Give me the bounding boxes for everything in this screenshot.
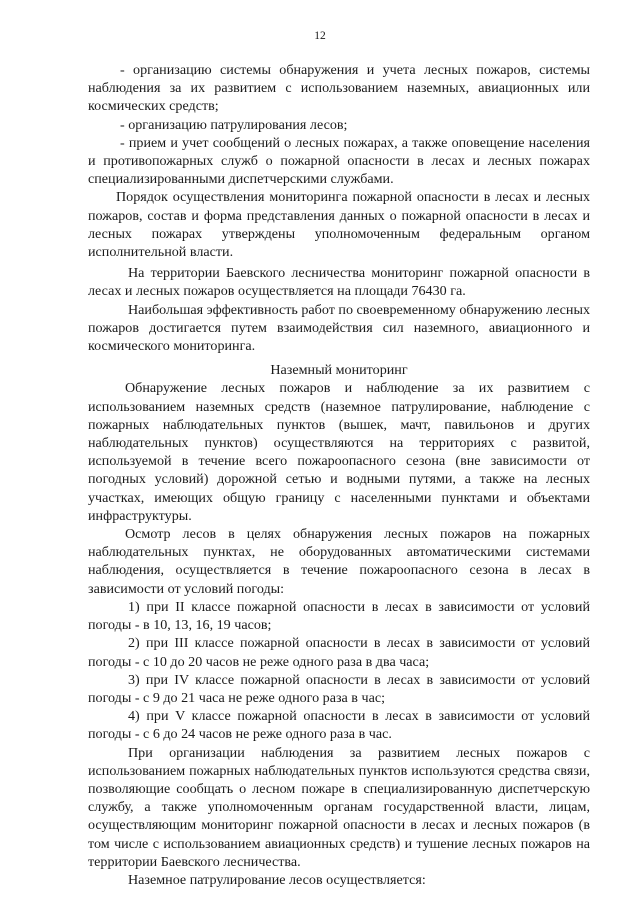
paragraph: Наибольшая эффективность работ по своевременному обнаружению лесных пожаров достигается путем взаимодействия сил наземного, авиационного и космического мониторинга. (88, 301, 590, 355)
paragraph: - организацию системы обнаружения и учета лесных пожаров, системы наблюдения за их развитием с использованием наземных, авиационных или космических средств; (88, 62, 590, 115)
paragraph: Наземное патрулирование лесов осуществляется: (128, 871, 426, 888)
list-item: 1) при II классе пожарной опасности в лесах в зависимости от условий погоды - в 10, 13, 16, 19 часов; (88, 598, 590, 634)
paragraph: Обнаружение лесных пожаров и наблюдение за их развитием с использованием наземных средств (наземное патрулирование, наблюдение с пожарных наблюдательных пунктов (вышек, мачт, павильонов и других наблюдательных пунктов) осуществляются на территориях с развитой, используемой в течение всего пожароопасного сезона (вне зависимости от погодных условий) дорожной сетью и водными путями, а также на лесных участках, имеющих общую границу с населенными пунктами и объектами инфраструктуры. (88, 380, 590, 524)
section-heading: Наземный мониторинг (270, 362, 408, 379)
list-item: 2) при III классе пожарной опасности в лесах в зависимости от условий погоды - с 10 до 20 часов не реже одного раза в два часа; (88, 635, 590, 670)
paragraph: Порядок осуществления мониторинга пожарной опасности в лесах и лесных пожаров, состав и форма представления данных о пожарной опасности в лесах и лесных пожарах утверждены уполномоченным федеральным органом исполнительной власти. (88, 189, 590, 261)
list-item: 3) при IV классе пожарной опасности в лесах в зависимости от условий погоды - с 9 до 21 часа не реже одного раза в час; (88, 671, 590, 706)
paragraph: - прием и учет сообщений о лесных пожарах, а также оповещение населения и противопожарных служб о пожарной опасности в лесах и лесных пожарах специализированными диспетчерскими службами. (88, 134, 590, 188)
paragraph: На территории Баевского лесничества мониторинг пожарной опасности в лесах и лесных пожаров осуществляется на площади 76430 га. (88, 265, 590, 300)
page-number: 12 (314, 30, 326, 42)
paragraph: Осмотр лесов в целях обнаружения лесных пожаров на пожарных наблюдательных пунктах, не оборудованных автоматическими системами наблюдения, осуществляется в течение пожароопасного сезона в лесах в зависимости от условий погоды: (88, 526, 590, 597)
paragraph: - организацию патрулирования лесов; (120, 116, 348, 133)
document-body (88, 61, 590, 889)
paragraph: При организации наблюдения за развитием лесных пожаров с использованием пожарных наблюдательных пунктов используются средства связи, позволяющие сообщать о лесном пожаре в специализированную диспетчерскую службу, а также уполномоченным органам государственной власти, лицам, осуществляющим мониторинг пожарной опасности в лесах и лесных пожаров (в том числе с использованием авиационных средств) и тушение лесных пожаров на территории Баевского лесничества. (88, 744, 590, 870)
list-item: 4) при V классе пожарной опасности в лесах в зависимости от условий погоды - с 6 до 24 часов не реже одного раза в час. (88, 708, 590, 743)
